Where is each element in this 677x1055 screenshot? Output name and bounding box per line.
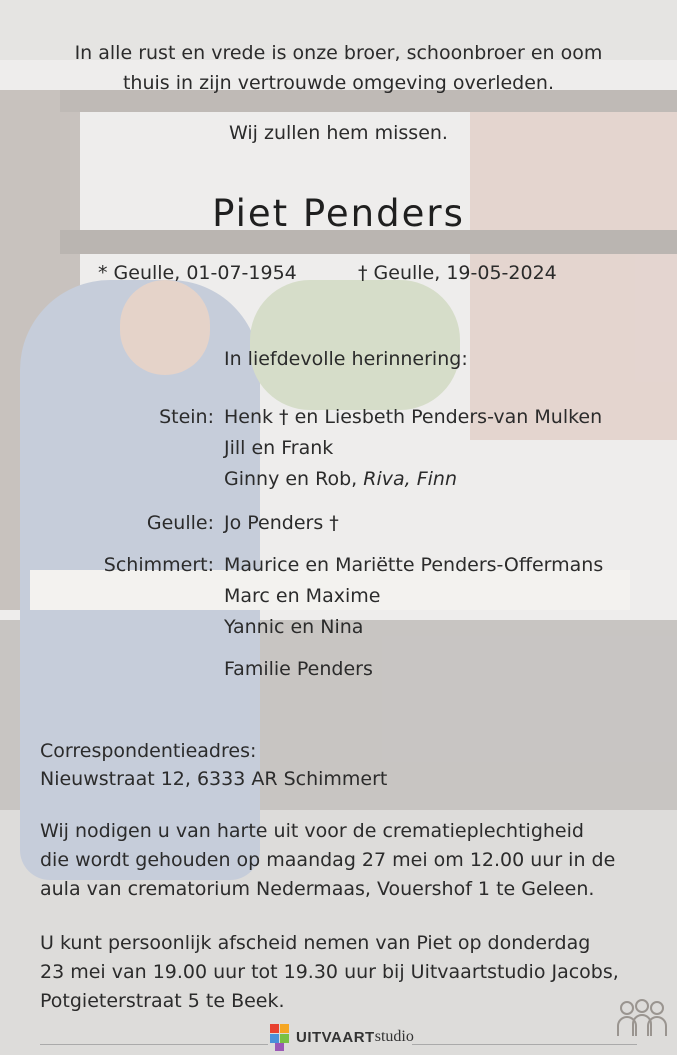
family-name: Familie Penders	[224, 658, 373, 680]
correspondence-label: Correspondentieadres:	[40, 740, 257, 762]
people-group-icon	[614, 998, 670, 1040]
intro-line-2: thuis in zijn vertrouwde omgeving overleden.	[122, 72, 555, 94]
place-stein: Stein:	[159, 406, 214, 428]
deceased-name: Piet Penders	[212, 192, 465, 235]
intro-line-3: Wij zullen hem missen.	[229, 122, 448, 144]
schimmert-line-1: Maurice en Mariëtte Penders-Offermans	[224, 554, 604, 576]
correspondence-address: Nieuwstraat 12, 6333 AR Schimmert	[40, 768, 388, 790]
stein-line-3	[224, 464, 457, 494]
memory-heading: In liefdevolle herinnering:	[224, 348, 468, 370]
invitation-line-2: die wordt gehouden op maandag 27 mei om 12.00 uur in de	[40, 849, 616, 871]
footer-divider-left	[40, 1044, 268, 1045]
uitvaartstudio-logo-icon	[268, 1022, 296, 1052]
footer-divider-right	[412, 1044, 637, 1045]
stein-line-3-grandchildren: Riva, Finn	[363, 468, 458, 490]
schimmert-line-3: Yannic en Nina	[224, 616, 364, 638]
intro-line-1: In alle rust en vrede is onze broer, schoonbroer en oom	[74, 42, 603, 64]
logo-text-part1: UITVAART	[296, 1028, 375, 1046]
farewell-line-3: Potgieterstraat 5 te Beek.	[40, 990, 285, 1012]
stein-line-2: Jill en Frank	[224, 437, 334, 459]
stein-line-1: Henk † en Liesbeth Penders-van Mulken	[224, 406, 603, 428]
invitation-line-3: aula van crematorium Nedermaas, Vouershof 1 te Geleen.	[40, 878, 595, 900]
stein-line-3-names: Ginny en Rob,	[224, 468, 364, 490]
death-info: † Geulle, 19-05-2024	[358, 262, 557, 284]
footer-logo	[268, 1020, 414, 1054]
farewell-line-2: 23 mei van 19.00 uur tot 19.30 uur bij Uitvaartstudio Jacobs,	[40, 961, 619, 983]
schimmert-line-2: Marc en Maxime	[224, 585, 381, 607]
place-schimmert: Schimmert:	[103, 554, 214, 576]
geulle-line-1: Jo Penders †	[224, 512, 339, 534]
invitation-line-1: Wij nodigen u van harte uit voor de crematieplechtigheid	[40, 820, 584, 842]
farewell-line-1: U kunt persoonlijk afscheid nemen van Piet op donderdag	[40, 932, 591, 954]
birth-info: * Geulle, 01-07-1954	[98, 262, 297, 284]
place-geulle: Geulle:	[146, 512, 214, 534]
logo-text-part2: studio	[374, 1028, 414, 1045]
